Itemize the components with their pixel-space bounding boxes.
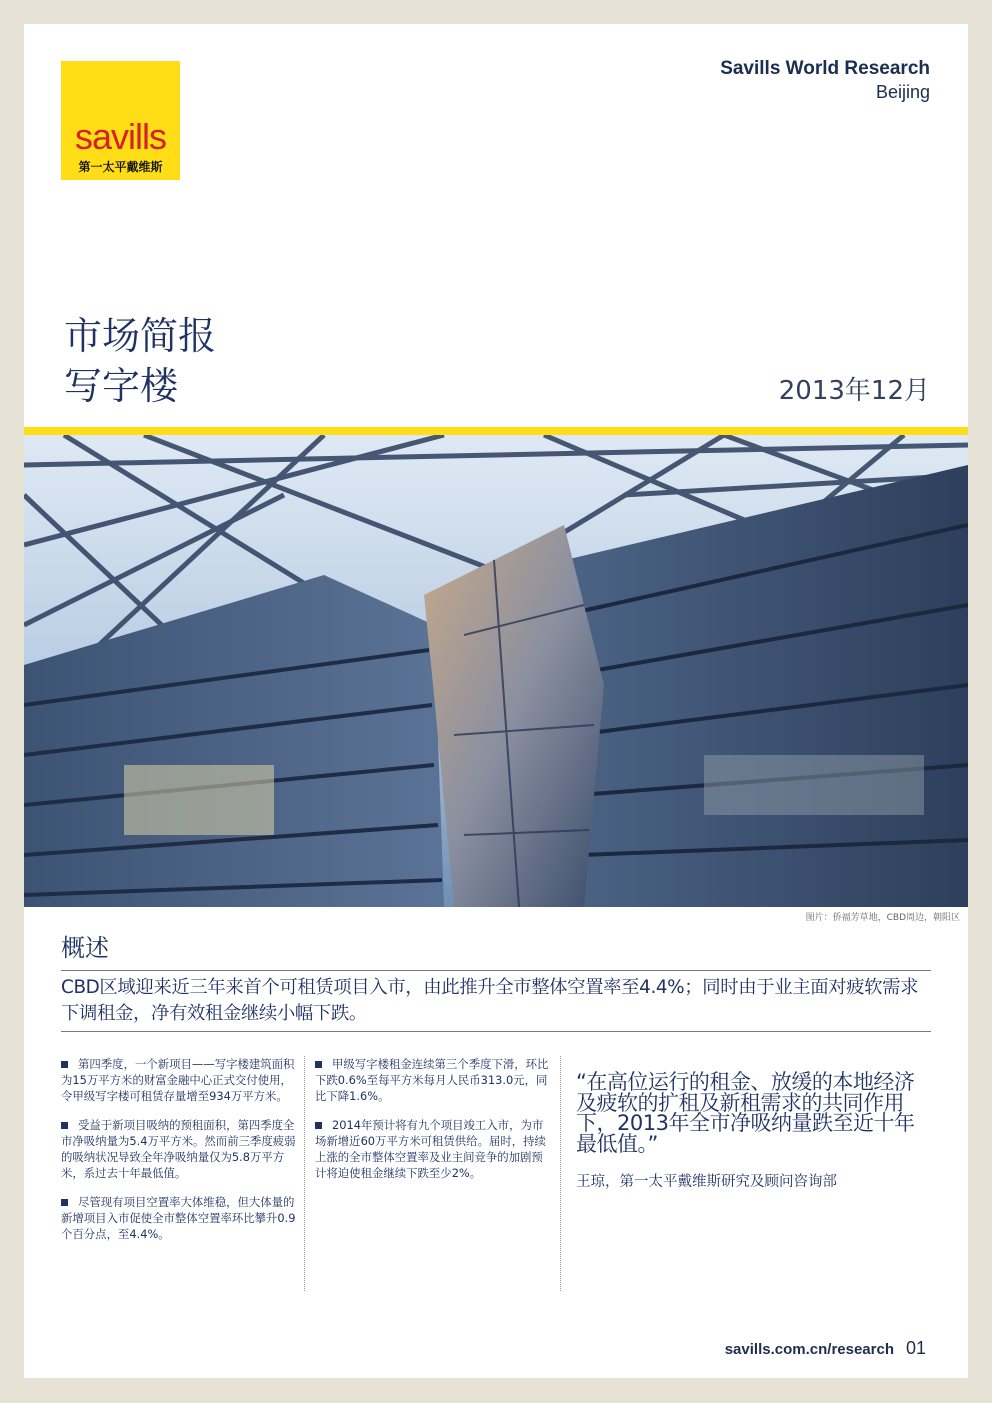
pull-quote: “在高位运行的租金、放缓的本地经济及疲软的扩租及新租需求的共同作用下，2013年全市净吸纳量跌至近十年最低值。” bbox=[576, 1070, 915, 1156]
page-number: 01 bbox=[905, 1338, 926, 1358]
yellow-divider bbox=[24, 427, 968, 435]
bullet-column-1 bbox=[61, 1056, 297, 1255]
savills-logo[interactable] bbox=[61, 61, 180, 180]
overview-rule-top bbox=[61, 970, 931, 971]
bullet-column-2 bbox=[315, 1056, 551, 1194]
square-bullet-icon bbox=[61, 1199, 68, 1206]
bullet-item: 尽管现有项目空置率大体维稳，但大体量的新增项目入市促使全市整体空置率环比攀升0.9个百分点，至4.4%。 bbox=[61, 1195, 296, 1241]
photo-caption: 图片：侨福芳草地，CBD周边，朝阳区 bbox=[805, 913, 960, 923]
overview-heading: 概述 bbox=[61, 934, 109, 962]
report-subtitle: 写字楼 bbox=[64, 364, 179, 408]
square-bullet-icon bbox=[61, 1122, 68, 1129]
overview-lead: CBD区域迎来近三年来首个可租赁项目入市，由此推升全市整体空置率至4.4%；同时由于业主面对疲软需求下调租金，净有效租金继续小幅下跌。 bbox=[61, 977, 919, 1024]
bullet-item: 受益于新项目吸纳的预租面积，第四季度全市净吸纳量为5.4万平方米。然而前三季度疲弱的吸纳状况导致全年净吸纳量仅为5.8万平方米，系过去十年最低值。 bbox=[61, 1118, 296, 1180]
research-title: Savills World Research bbox=[720, 58, 930, 79]
logo-chinese-name: 第一太平戴维斯 bbox=[78, 160, 163, 174]
bullet-item: 甲级写字楼租金连续第三个季度下滑，环比下跌0.6%至每平方米每月人民币313.0元，同比下降1.6%。 bbox=[315, 1057, 549, 1103]
report-page bbox=[24, 24, 968, 1378]
cover-photo bbox=[24, 435, 968, 907]
square-bullet-icon bbox=[315, 1061, 322, 1068]
footer-research-link[interactable]: savills.com.cn/research bbox=[724, 1341, 894, 1358]
logo-wordmark: savills bbox=[74, 116, 166, 157]
column-divider bbox=[304, 1056, 305, 1291]
bullet-item: 2014年预计将有九个项目竣工入市，为市场新增近60万平方米可租赁供给。届时，持续上涨的全市整体空置率及业主间竞争的加剧预计将迫使租金继续下跌至少2%。 bbox=[315, 1118, 546, 1180]
bullet-item: 第四季度，一个新项目——写字楼建筑面积为15万平方米的财富金融中心正式交付使用，令甲级写字楼可租赁存量增至934万平方米。 bbox=[61, 1057, 295, 1103]
quote-author: 王琼，第一太平戴维斯研究及顾问咨询部 bbox=[576, 1174, 837, 1190]
research-city: Beijing bbox=[875, 82, 930, 102]
square-bullet-icon bbox=[315, 1122, 322, 1129]
overview-rule-bottom bbox=[61, 1031, 931, 1032]
report-date: 2013年12月 bbox=[778, 376, 930, 406]
column-divider bbox=[560, 1056, 561, 1291]
report-title: 市场简报 bbox=[64, 314, 217, 358]
square-bullet-icon bbox=[61, 1061, 68, 1068]
